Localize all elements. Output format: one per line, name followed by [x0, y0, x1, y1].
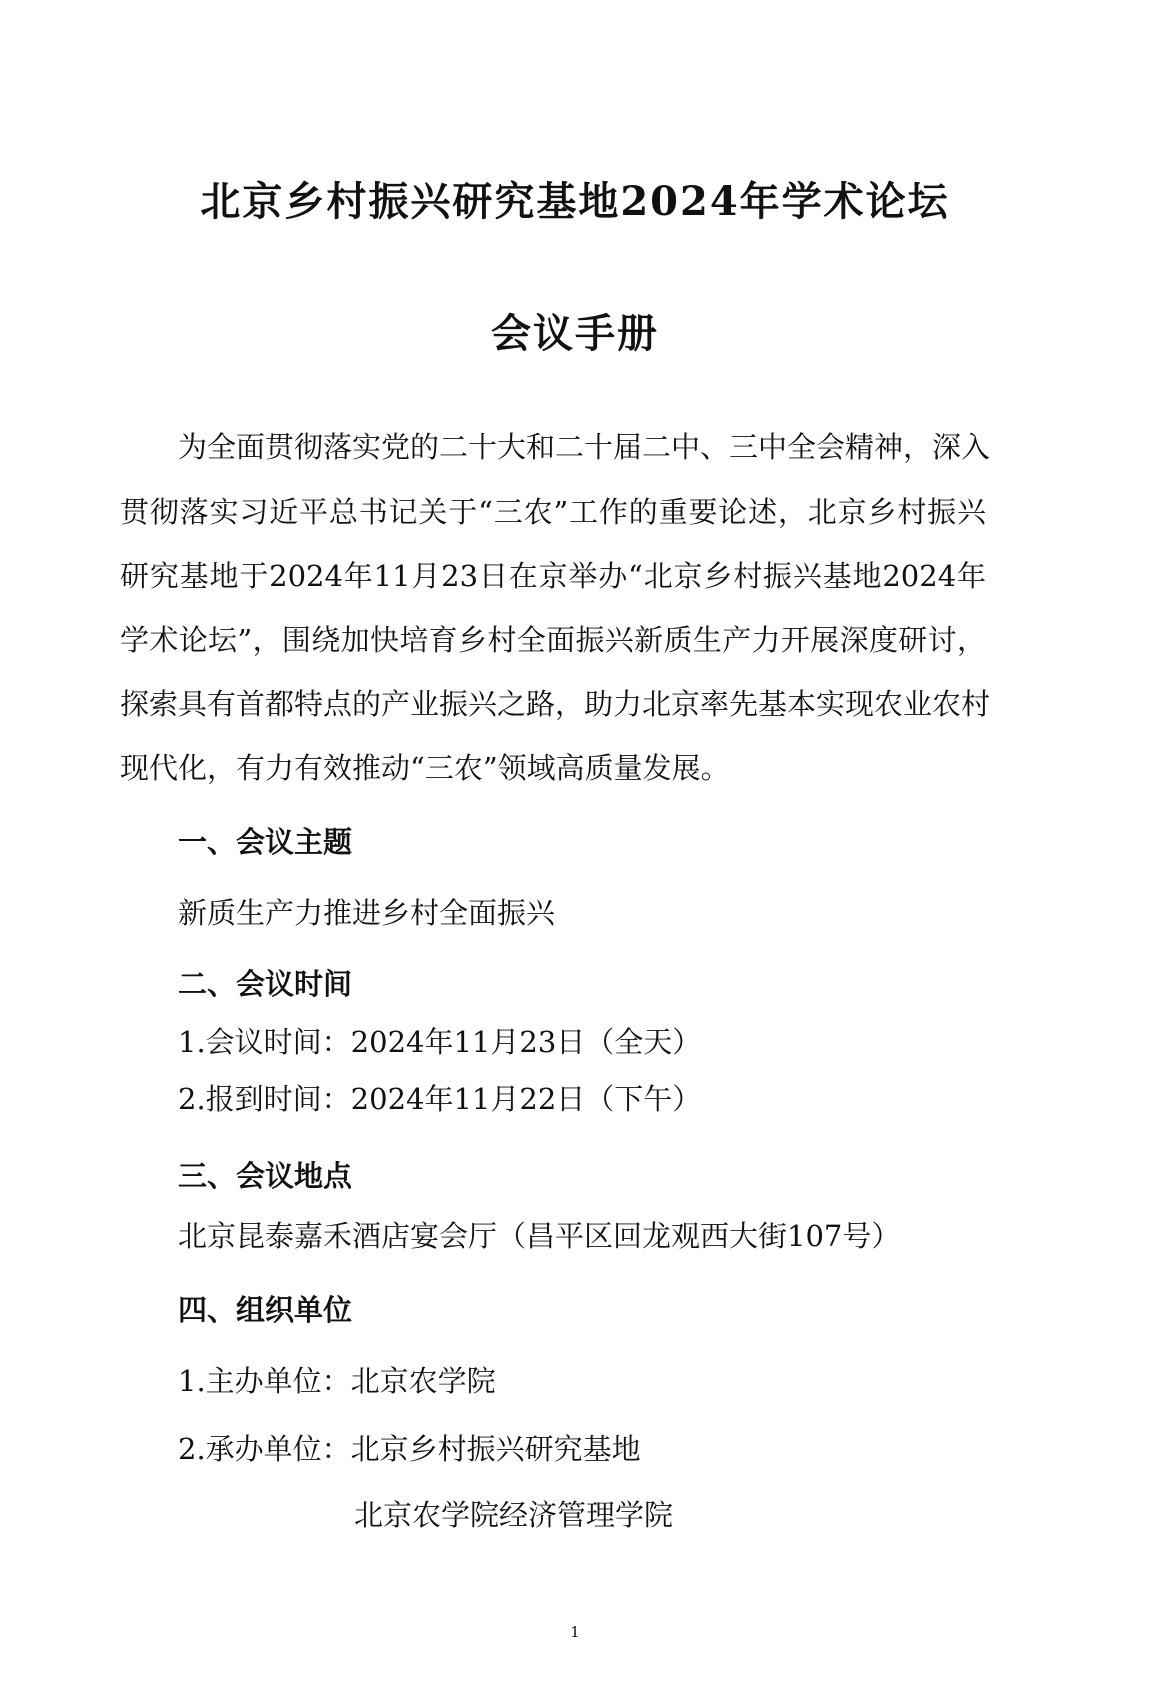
document-subtitle: 会议手册 [491, 310, 659, 357]
organizer-item: 1.主办单位：北京农学院 [178, 1364, 496, 1398]
intro-line: 探索具有首都特点的产业振兴之路，助力北京率先基本实现农业农村 [120, 687, 991, 721]
venue-text: 北京昆泰嘉禾酒店宴会厅（昌平区回龙观西大街107号） [178, 1219, 901, 1253]
section-heading-venue: 三、会议地点 [178, 1159, 353, 1193]
intro-line: 现代化，有力有效推动“三农”领域高质量发展。 [120, 751, 730, 785]
section-heading-theme: 一、会议主题 [178, 825, 353, 859]
intro-line: 学术论坛”，围绕加快培育乡村全面振兴新质生产力开展深度研讨， [120, 623, 986, 657]
intro-line: 贯彻落实习近平总书记关于“三农”工作的重要论述，北京乡村振兴 [120, 495, 986, 529]
section-heading-time: 二、会议时间 [178, 967, 353, 1001]
document-title: 北京乡村振兴研究基地2024年学术论坛 [200, 178, 950, 225]
time-item: 2.报到时间：2024年11月22日（下午） [178, 1082, 702, 1116]
section-heading-organizers: 四、组织单位 [178, 1293, 353, 1327]
page-number: 1 [570, 1623, 580, 1641]
organizer-item-continuation: 北京农学院经济管理学院 [354, 1498, 674, 1532]
intro-line: 研究基地于2024年11月23日在京举办“北京乡村振兴基地2024年 [120, 559, 986, 593]
intro-line: 为全面贯彻落实党的二十大和二十届二中、三中全会精神，深入 [178, 430, 991, 464]
theme-text: 新质生产力推进乡村全面振兴 [178, 896, 556, 930]
time-item: 1.会议时间：2024年11月23日（全天） [178, 1025, 702, 1059]
organizer-item: 2.承办单位：北京乡村振兴研究基地 [178, 1432, 641, 1466]
